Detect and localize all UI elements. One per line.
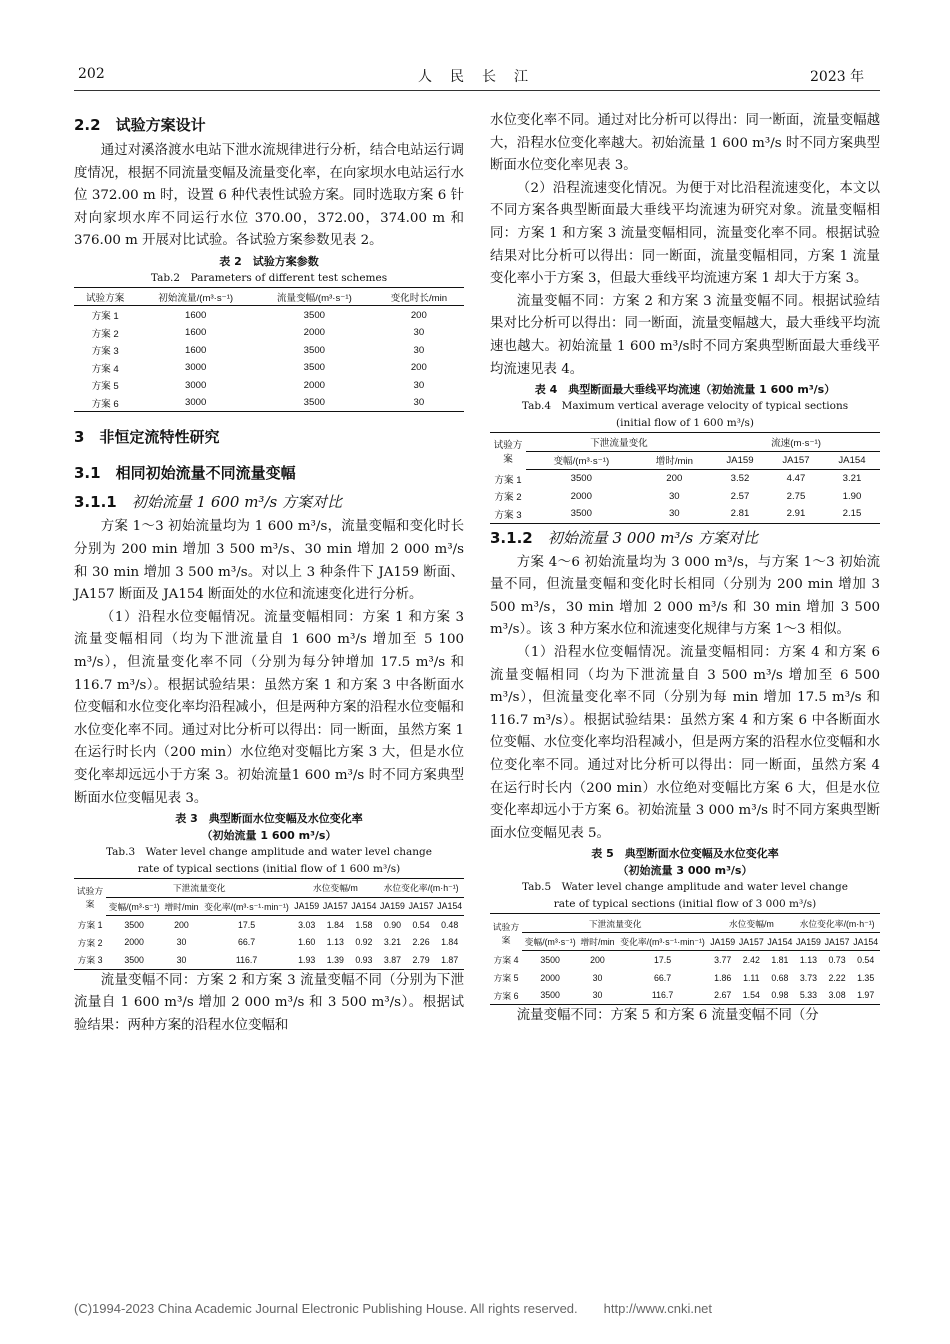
table-cell: 17.5 (237, 919, 256, 930)
table-row (74, 341, 464, 359)
table-header: JA154 (851, 932, 880, 951)
table-row (490, 951, 880, 969)
table-cell: 2000 (540, 972, 560, 983)
table-2 (74, 287, 464, 413)
table-cell: 0.98 (771, 990, 789, 1001)
table-header: 水位变化率/(m·h⁻¹) (378, 879, 464, 898)
table-cell: 0.73 (828, 955, 846, 966)
table-cell: 1.35 (857, 972, 875, 983)
table-4 (490, 432, 880, 524)
table-2-body (74, 306, 464, 412)
table-header: 变幅/(m³·s⁻¹) (526, 451, 637, 470)
paragraph: 方案 1～3 初始流量均为 1 600 m³/s，流量变幅和变化时长分别为 200 min 增加 3 500 m³/s、30 min 增加 2 000 m³/s 和 30 min 增加 3 500 m³/s。对以上 3 种条件下 JA159 断面、JA157 断面及 JA154 断面处的水位和流速变化进行分析。 (74, 519, 464, 603)
table-cell: 30 (413, 397, 425, 409)
table-header: JA159 (794, 932, 823, 951)
table-cell: 200 (174, 919, 189, 930)
table-header: JA157 (407, 897, 436, 916)
table-cell: 3000 (184, 379, 207, 391)
table-cell: 3500 (570, 473, 592, 485)
table-row (74, 376, 464, 394)
table-cell: 116.7 (651, 990, 674, 1001)
table-cell: 1600 (184, 344, 207, 356)
table-cell: 0.54 (412, 919, 430, 930)
table-header: 试验方案 (74, 287, 136, 306)
table-cell: 3.77 (714, 955, 732, 966)
table-cell: 方案 3 (77, 955, 103, 966)
table-cell: 30 (592, 972, 603, 983)
table-header: JA154 (435, 897, 464, 916)
table-cell: 200 (410, 362, 427, 374)
table-cell: 2000 (124, 937, 144, 948)
table-cell: 1600 (184, 309, 207, 321)
table-header: 流速(m·s⁻¹) (712, 433, 880, 452)
table-cell: 2000 (303, 327, 325, 339)
table-cell: 方案 3 (494, 509, 522, 521)
table4-caption-en: Tab.4 Maximum vertical average velocity of typical sections (521, 400, 849, 413)
section-2-2-heading: 2.2 试验方案设计 (74, 116, 206, 134)
table-cell: 1.84 (326, 919, 344, 930)
table-cell: 3500 (540, 955, 560, 966)
table-cell: 方案 5 (91, 381, 119, 393)
table-header: 变幅/(m³·s⁻¹) (522, 932, 578, 951)
header-rule (74, 90, 880, 91)
table-cell: 17.5 (653, 955, 672, 966)
table-header: 试验方案 (492, 921, 520, 945)
table-cell: 0.48 (441, 919, 459, 930)
table-cell: 3.03 (298, 919, 316, 930)
table-cell: 2.81 (730, 508, 750, 520)
copyright-footer: (C)1994-2023 China Academic Journal Electronic Publishing House. All rights reserved. http://www.cnki.net (74, 1301, 713, 1316)
table-cell: 0.54 (857, 955, 875, 966)
table-cell: 1.86 (714, 972, 732, 983)
table-cell: 方案 5 (493, 973, 519, 984)
table-cell: 1.97 (857, 990, 875, 1001)
table5-caption-en-2: rate of typical sections (initial flow of 3 000 m³/s) (553, 898, 817, 911)
table-cell: 2.57 (730, 490, 750, 502)
table-header: 变化时长/min (374, 287, 464, 306)
table-cell: 200 (410, 309, 427, 321)
table-cell: 3500 (540, 990, 560, 1001)
table-cell: 方案 2 (494, 492, 522, 504)
table-cell: 3.08 (828, 990, 846, 1001)
table-cell: 方案 1 (494, 474, 522, 486)
table-cell: 2.79 (412, 954, 430, 965)
table-cell: 116.7 (235, 954, 258, 965)
table-cell: 1.13 (326, 937, 344, 948)
table-5 (490, 913, 880, 1005)
table-header: JA154 (350, 897, 379, 916)
table-row (74, 306, 464, 324)
table-header: JA159 (292, 897, 321, 916)
table-cell: 30 (668, 490, 680, 502)
table-cell: 2000 (570, 490, 592, 502)
table-cell: 3000 (184, 397, 207, 409)
table-header: 流量变幅/(m³·s⁻¹) (255, 287, 374, 306)
paragraph: 流量变幅不同：方案 5 和方案 6 流量变幅不同（分 (516, 1007, 819, 1023)
left-column (74, 110, 464, 1037)
table-row (74, 916, 464, 934)
table-cell: 方案 6 (493, 990, 519, 1001)
table-cell: 2.91 (786, 508, 806, 520)
table-cell: 1.39 (326, 954, 344, 965)
table-cell: 1.58 (355, 919, 373, 930)
table5-caption-en: Tab.5 Water level change amplitude and water level change (521, 881, 848, 894)
table-cell: 3500 (124, 954, 144, 965)
table-header: 变幅/(m³·s⁻¹) (106, 897, 162, 916)
table-cell: 30 (413, 327, 425, 339)
table-cell: 1.84 (441, 937, 459, 948)
table-header: 下泄流量变化 (526, 433, 712, 452)
table2-caption: 表 2 试验方案参数 (219, 254, 319, 268)
table-cell: 200 (666, 473, 683, 485)
table-cell: 1.60 (298, 937, 316, 948)
table-cell: 30 (413, 379, 425, 391)
table-cell: 3.21 (383, 937, 402, 948)
table-row (74, 951, 464, 969)
table-cell: 1.87 (441, 954, 459, 965)
table-header: 增时/min (578, 932, 616, 951)
table-header: 下泄流量变化 (522, 914, 708, 933)
paragraph: 通过对溪洛渡水电站下泄水流规律进行分析，结合电站运行调度情况，根据不同流量变幅及流量变化率，在向家坝水电站运行水位 372.00 m 时，设置 6 种代表性试验方案。同时选取方案 6 针对向家坝水库不同运行水位 370.00，372.00，374.00 m 和 376.00 m 开展对比试验。各试验方案参数见表 2。 (74, 143, 464, 249)
section-3-1-1-heading (74, 488, 464, 516)
table-cell: 30 (176, 937, 187, 948)
page-number: 202 (78, 66, 105, 82)
table-cell: 0.68 (771, 972, 789, 983)
table-header: JA154 (824, 451, 880, 470)
table-header: 增时/min (637, 451, 712, 470)
section-3-heading: 3 非恒定流特性研究 (74, 428, 220, 447)
section-number: 3.1.1 (74, 493, 117, 512)
table-cell: 方案 3 (91, 346, 119, 358)
paragraph: 水位变化率不同。通过对比分析可以得出：同一断面，流量变幅越大，沿程水位变化率越大。初始流量 1 600 m³/s 时不同方案典型断面水位变化率见表 3。 (490, 113, 880, 174)
table-cell: 1.81 (771, 955, 789, 966)
paragraph: （1）沿程水位变幅情况。流量变幅相同：方案 1 和方案 3 流量变幅相同（均为下泄流量自 1 600 m³/s 增加至 5 100 m³/s），但流量变化率不同（分别为每分钟增加 17.5 m³/s 和 116.7 m³/s）。根据试验结果：虽然方案 1 和方案 3 中各断面水位变幅和水位变化率均沿程减小，但是两种方案的沿程水位变幅和水位变化率不同。通过对比分析可以得出：同一断面，虽然方案 1 在运行时长内（200 min）水位绝对变幅比方案 3 大，但是水位变化率却远远小于方案 3。初始流量1 600 m³/s 时不同方案典型断面水位变幅见表 3。 (74, 609, 464, 806)
table5-caption-2: （初始流量 3 000 m³/s） (617, 864, 753, 878)
table-cell: 3500 (303, 362, 325, 374)
table-cell: 方案 2 (77, 937, 103, 948)
table-cell: 方案 6 (91, 398, 119, 410)
table-5-body (490, 951, 880, 1005)
table-cell: 3500 (570, 508, 592, 520)
table2-caption-en: Tab.2 Parameters of different test schemes (150, 271, 388, 284)
table-row (490, 986, 880, 1004)
table-header: JA159 (378, 897, 407, 916)
right-column (490, 110, 880, 1027)
paragraph: 流量变幅不同：方案 2 和方案 3 流量变幅不同。根据试验结果对比分析可以得出：同一断面，流量变幅越大，最大垂线平均流速也越大。初始流量 1 600 m³/s时不同方案典型断面最大垂线平均流速见表 4。 (490, 293, 880, 377)
table-cell: 3.52 (730, 473, 750, 485)
table-header: JA157 (768, 451, 824, 470)
paragraph: 流量变幅不同：方案 2 和方案 3 流量变幅不同（分别为下泄流量自 1 600 m³/s 增加 2 000 m³/s 和 3 500 m³/s）。根据试验结果：两种方案的沿程水位变幅和 (74, 972, 464, 1033)
table-cell: 3.21 (842, 473, 862, 485)
table-header: JA159 (712, 451, 768, 470)
table-header: JA154 (766, 932, 795, 951)
table-cell: 方案 4 (91, 363, 119, 375)
table-cell: 200 (590, 955, 605, 966)
table-cell: 方案 4 (493, 955, 519, 966)
table-cell: 2000 (303, 379, 325, 391)
table-header: 变化率/(m³·s⁻¹·min⁻¹) (617, 932, 709, 951)
table-cell: 4.47 (786, 473, 806, 485)
table-header: 变化率/(m³·s⁻¹·min⁻¹) (201, 897, 293, 916)
table-3 (74, 878, 464, 970)
table4-caption-en-2: (initial flow of 1 600 m³/s) (616, 417, 754, 430)
year: 2023 年 (810, 69, 865, 85)
table-cell: 1.13 (799, 955, 818, 966)
table-row (490, 488, 880, 506)
table-cell: 1.93 (298, 954, 316, 965)
table-row (74, 359, 464, 377)
table-cell: 2.42 (742, 955, 760, 966)
table-cell: 1600 (184, 327, 207, 339)
table4-caption: 表 4 典型断面最大垂线平均流速（初始流量 1 600 m³/s） (534, 383, 836, 397)
table-cell: 30 (176, 954, 187, 965)
table-cell: 30 (413, 344, 425, 356)
table-cell: 0.90 (383, 919, 402, 930)
table-row (490, 969, 880, 987)
section-3-1-2-heading (490, 524, 880, 552)
table-cell: 3.73 (799, 972, 818, 983)
table-header: JA157 (321, 897, 350, 916)
table3-caption-en: Tab.3 Water level change amplitude and water level change (105, 846, 432, 859)
table-cell: 3500 (303, 309, 325, 321)
table-cell: 0.93 (355, 954, 373, 965)
table-cell: 5.33 (799, 990, 818, 1001)
table-cell: 1.90 (842, 490, 862, 502)
table-cell: 方案 2 (91, 328, 119, 340)
table-cell: 1.54 (742, 990, 760, 1001)
table-cell: 30 (592, 990, 603, 1001)
table-cell: 2.67 (714, 990, 732, 1001)
paragraph: （2）沿程流速变化情况。为便于对比沿程流速变化，本文以不同方案各典型断面最大垂线平均流速为研究对象。流量变幅相同：方案 1 和方案 3 流量变幅相同，流量变化率不同。根据试验结果对比分析可以得出：同一断面，流量变幅相同，方案 1 流量变化率小于方案 3，但最大垂线平均流速方案 1 却大于方案 3。 (490, 180, 880, 287)
table-header: JA159 (708, 932, 737, 951)
section-title: 初始流量 3 000 m³/s 方案对比 (547, 528, 758, 547)
table-header: JA157 (823, 932, 852, 951)
table-cell: 0.92 (355, 937, 373, 948)
table3-caption-2: （初始流量 1 600 m³/s） (201, 829, 337, 843)
table-cell: 66.7 (653, 972, 672, 983)
table-row (490, 505, 880, 523)
table5-caption: 表 5 典型断面水位变幅及水位变化率 (591, 847, 779, 861)
journal-name: 人 民 长 江 (418, 69, 530, 85)
table-cell: 2.75 (786, 490, 806, 502)
table-cell: 2.22 (828, 972, 846, 983)
table-header: 试验方案 (76, 886, 104, 910)
table-cell: 3500 (303, 344, 325, 356)
table-header: 水位变幅/m (292, 879, 378, 898)
section-number: 3.1.2 (490, 528, 533, 547)
table-header: 下泄流量变化 (106, 879, 292, 898)
table-header: 水位变化率/(m·h⁻¹) (794, 914, 880, 933)
table-cell: 3500 (303, 397, 325, 409)
section-3-1-heading: 3.1 相同初始流量不同流量变幅 (74, 464, 296, 483)
table-4-body (490, 470, 880, 524)
table-cell: 30 (668, 508, 680, 520)
table-cell: 3000 (184, 362, 207, 374)
table-row (74, 324, 464, 342)
table-header: 试验方案 (493, 440, 523, 466)
table-cell: 66.7 (237, 937, 256, 948)
table-header: JA157 (737, 932, 766, 951)
table-header: 增时/min (162, 897, 200, 916)
table-cell: 2.26 (412, 937, 430, 948)
paragraph: （1）沿程水位变幅情况。流量变幅相同：方案 4 和方案 6 流量变幅相同（均为下泄流量自 3 500 m³/s 增加至 6 500 m³/s），但流量变化率不同（分别为每 min 增加 17.5 m³/s 和 116.7 m³/s）。根据试验结果：虽然方案 4 和方案 6 中各断面水位变幅、水位变化率均沿程减小，但是两方案的沿程水位变幅和水位变化率不同。通过对比分析可以得出：同一断面，虽然方案 4 在运行时长内（200 min）水位绝对变幅比方案 6 大，但是水位变化率却远小于方案 6。初始流量 3 000 m³/s 时不同方案典型断面水位变幅见表 5。 (490, 645, 880, 841)
table-cell: 1.11 (743, 972, 760, 983)
table-row (490, 470, 880, 488)
table-row (74, 934, 464, 952)
section-title: 初始流量 1 600 m³/s 方案对比 (131, 493, 342, 512)
paragraph: 方案 4～6 初始流量均为 3 000 m³/s，与方案 1～3 初始流量不同，但流量变幅和变化时长相同（分别为 200 min 增加 3 500 m³/s，30 min 增加 2 000 m³/s 和 30 min 增加 3 500 m³/s）。该 3 种方案水位和流速变化规律与方案 1～3 相似。 (490, 554, 880, 638)
table3-caption: 表 3 典型断面水位变幅及水位变化率 (175, 812, 363, 826)
table-header: 初始流量/(m³·s⁻¹) (136, 287, 255, 306)
table-cell: 方案 1 (91, 311, 119, 323)
table-cell: 3.87 (383, 954, 402, 965)
table3-caption-en-2: rate of typical sections (initial flow of 1 600 m³/s) (137, 863, 401, 876)
table-cell: 3500 (124, 919, 144, 930)
table-row (74, 394, 464, 412)
table-cell: 2.15 (842, 508, 862, 520)
table-header: 水位变幅/m (708, 914, 794, 933)
table-3-body (74, 916, 464, 970)
table-cell: 方案 1 (77, 920, 103, 931)
